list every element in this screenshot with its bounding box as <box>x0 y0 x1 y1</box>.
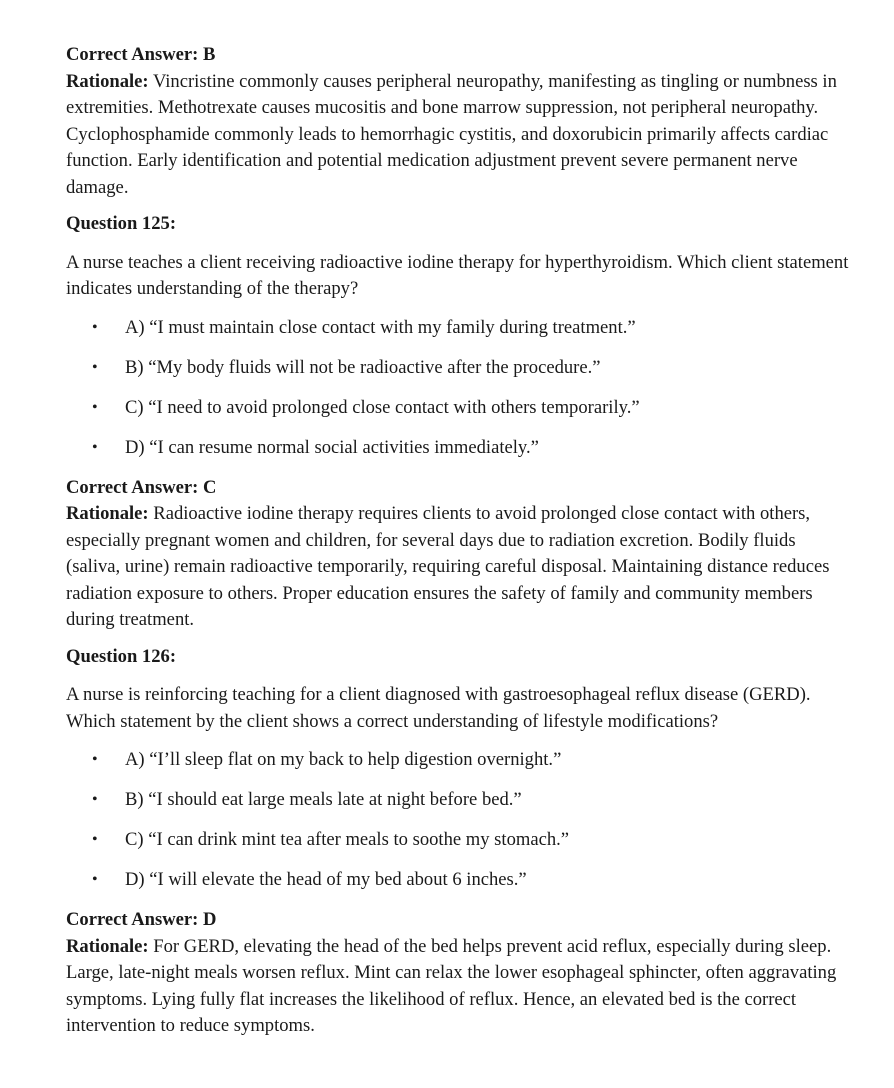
option-a <box>66 747 854 774</box>
rationale-paragraph <box>66 934 854 1040</box>
rationale-paragraph <box>66 501 854 634</box>
answer-block-q125 <box>66 475 854 634</box>
rationale-label: Rationale: <box>66 503 149 524</box>
option-text: D) “I can resume normal social activities immediately.” <box>125 436 539 458</box>
option-text: C) “I need to avoid prolonged close contact with others temporarily.” <box>125 396 640 418</box>
question-126 <box>66 644 854 1040</box>
option-b <box>66 787 854 814</box>
bullet-icon: • <box>92 751 98 768</box>
option-b <box>66 355 854 382</box>
answer-block-q124 <box>66 42 854 201</box>
bullet-icon: • <box>92 358 98 376</box>
option-text: D) “I will elevate the head of my bed about 6 inches.” <box>125 869 527 890</box>
correct-answer-label: Correct Answer: D <box>66 909 217 930</box>
option-c <box>66 395 854 422</box>
question-125 <box>66 211 854 634</box>
option-c <box>66 827 854 854</box>
bullet-icon: • <box>92 871 98 888</box>
bullet-icon: • <box>92 831 98 848</box>
rationale-paragraph <box>66 69 854 202</box>
question-stem: A nurse is reinforcing teaching for a client diagnosed with gastroesophageal reflux disease (GERD). Which statement by the client shows a correct understanding of lifestyle modifications? <box>66 684 811 732</box>
bullet-icon: • <box>92 791 98 808</box>
option-text: A) “I’ll sleep flat on my back to help digestion overnight.” <box>125 749 562 770</box>
bullet-icon: • <box>92 438 98 456</box>
correct-answer-label: Correct Answer: B <box>66 44 216 65</box>
option-text: A) “I must maintain close contact with my family during treatment.” <box>125 316 636 338</box>
rationale-text: Vincristine commonly causes peripheral neuropathy, manifesting as tingling or numbness in extremities. Methotrexate causes mucositis and bone marrow suppression, not peripheral neuropathy. Cyclophosphamide commonly leads to hemorrhagic cystitis, and doxorubicin primarily affects cardiac function. Early identification and potential medication adjustment prevent severe permanent nerve damage. <box>66 70 837 198</box>
correct-answer-label: Correct Answer: C <box>66 476 217 498</box>
question-heading: Question 125: <box>66 213 177 234</box>
bullet-icon: • <box>92 318 98 336</box>
question-heading: Question 126: <box>66 645 177 667</box>
answer-block-q126 <box>66 907 854 1040</box>
rationale-text: For GERD, elevating the head of the bed helps prevent acid reflux, especially during sleep. Large, late-night meals worsen reflux. Mint can relax the lower esophageal sphincter, often aggravating symptoms. Lying fully flat increases the likelihood of reflux. Hence, an elevated bed is the correct intervention to reduce symptoms. <box>66 935 837 1036</box>
option-text: B) “I should eat large meals late at night before bed.” <box>125 789 522 810</box>
option-d <box>66 435 854 462</box>
option-text: C) “I can drink mint tea after meals to soothe my stomach.” <box>125 829 570 850</box>
option-a <box>66 315 854 342</box>
option-list <box>66 747 854 894</box>
question-stem: A nurse teaches a client receiving radioactive iodine therapy for hyperthyroidism. Which client statement indicates understanding of the therapy? <box>66 251 849 299</box>
rationale-label: Rationale: <box>66 935 149 957</box>
option-list <box>66 315 854 462</box>
option-d <box>66 867 854 894</box>
bullet-icon: • <box>92 398 98 416</box>
rationale-label: Rationale: <box>66 70 149 92</box>
option-text: B) “My body fluids will not be radioactive after the procedure.” <box>125 356 601 378</box>
rationale-text: Radioactive iodine therapy requires clients to avoid prolonged close contact with others, especially pregnant women and children, for several days due to radiation excretion. Bodily fluids (saliva, urine) remain radioactive temporarily, requiring careful disposal. Maintaining distance reduces radiation exposure to others. Proper education ensures the safety of family and community members during treatment. <box>66 503 830 630</box>
